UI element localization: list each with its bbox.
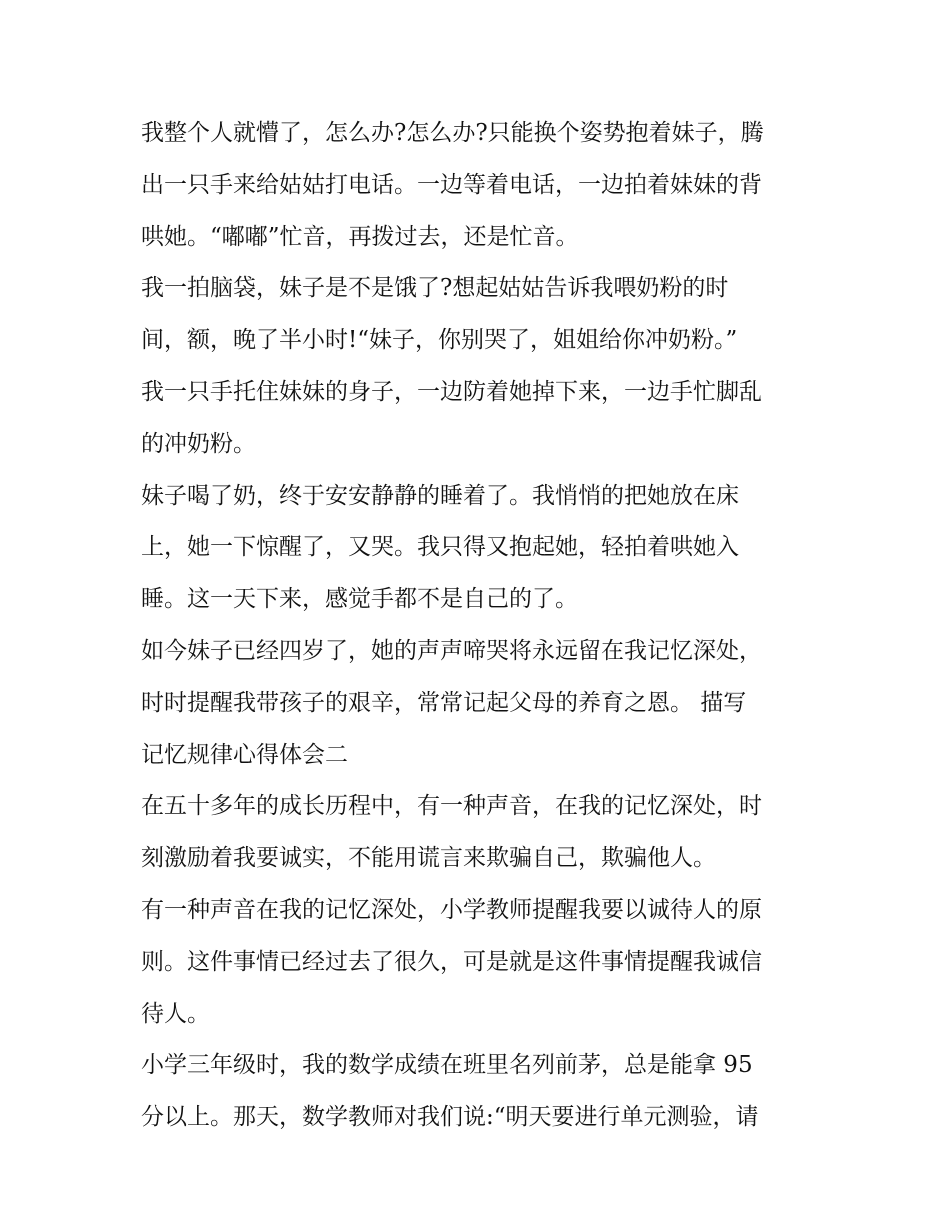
- text-line: 小学三年级时，我的数学成绩在班里名列前茅，总是能拿 95: [141, 1052, 753, 1079]
- text-line: 我一拍脑袋，妹子是不是饿了?想起姑姑告诉我喂奶粉的时: [141, 275, 729, 302]
- text-line: 在五十多年的成长历程中，有一种声音，在我的记忆深处，时: [141, 793, 762, 820]
- text-line: 哄她。“嘟嘟”忙音，再拨过去，还是忙音。: [141, 223, 579, 250]
- text-line: 上，她一下惊醒了，又哭。我只得又抱起她，轻拍着哄她入: [141, 534, 739, 561]
- text-line: 的冲奶粉。: [141, 430, 256, 457]
- text-line: 我整个人就懵了，怎么办?怎么办?只能换个姿势抱着妹子，腾: [141, 120, 764, 146]
- text-line: 睡。这一天下来，感觉手都不是自己的了。: [141, 586, 578, 613]
- text-line: 有一种声音在我的记忆深处，小学教师提醒我要以诚待人的原: [141, 896, 762, 923]
- text-line: 如今妹子已经四岁了，她的声声啼哭将永远留在我记忆深处，: [141, 637, 762, 664]
- text-line: 我一只手托住妹妹的身子，一边防着她掉下来，一边手忙脚乱: [141, 378, 762, 405]
- text-line: 时时提醒我带孩子的艰辛，常常记起父母的养育之恩。 描写: [141, 689, 747, 716]
- text-line: 则。这件事情已经过去了很久，可是就是这件事情提醒我诚信: [141, 948, 762, 975]
- text-line: 刻激励着我要诚实，不能用谎言来欺骗自己，欺骗他人。: [141, 845, 716, 872]
- text-line: 分以上。那天，数学教师对我们说:“明天要进行单元测验，请: [141, 1104, 759, 1131]
- text-line: 妹子喝了奶，终于安安静静的睡着了。我悄悄的把她放在床: [141, 482, 739, 509]
- document-body: [141, 108, 821, 1144]
- section-heading: 记忆规律心得体会二: [141, 741, 348, 768]
- text-line: 待人。: [141, 1000, 210, 1027]
- text-line: 间，额，晚了半小时!“妹子，你别哭了，姐姐给你冲奶粉。”: [141, 327, 738, 354]
- text-line: 出一只手来给姑姑打电话。一边等着电话，一边拍着妹妹的背: [141, 171, 762, 198]
